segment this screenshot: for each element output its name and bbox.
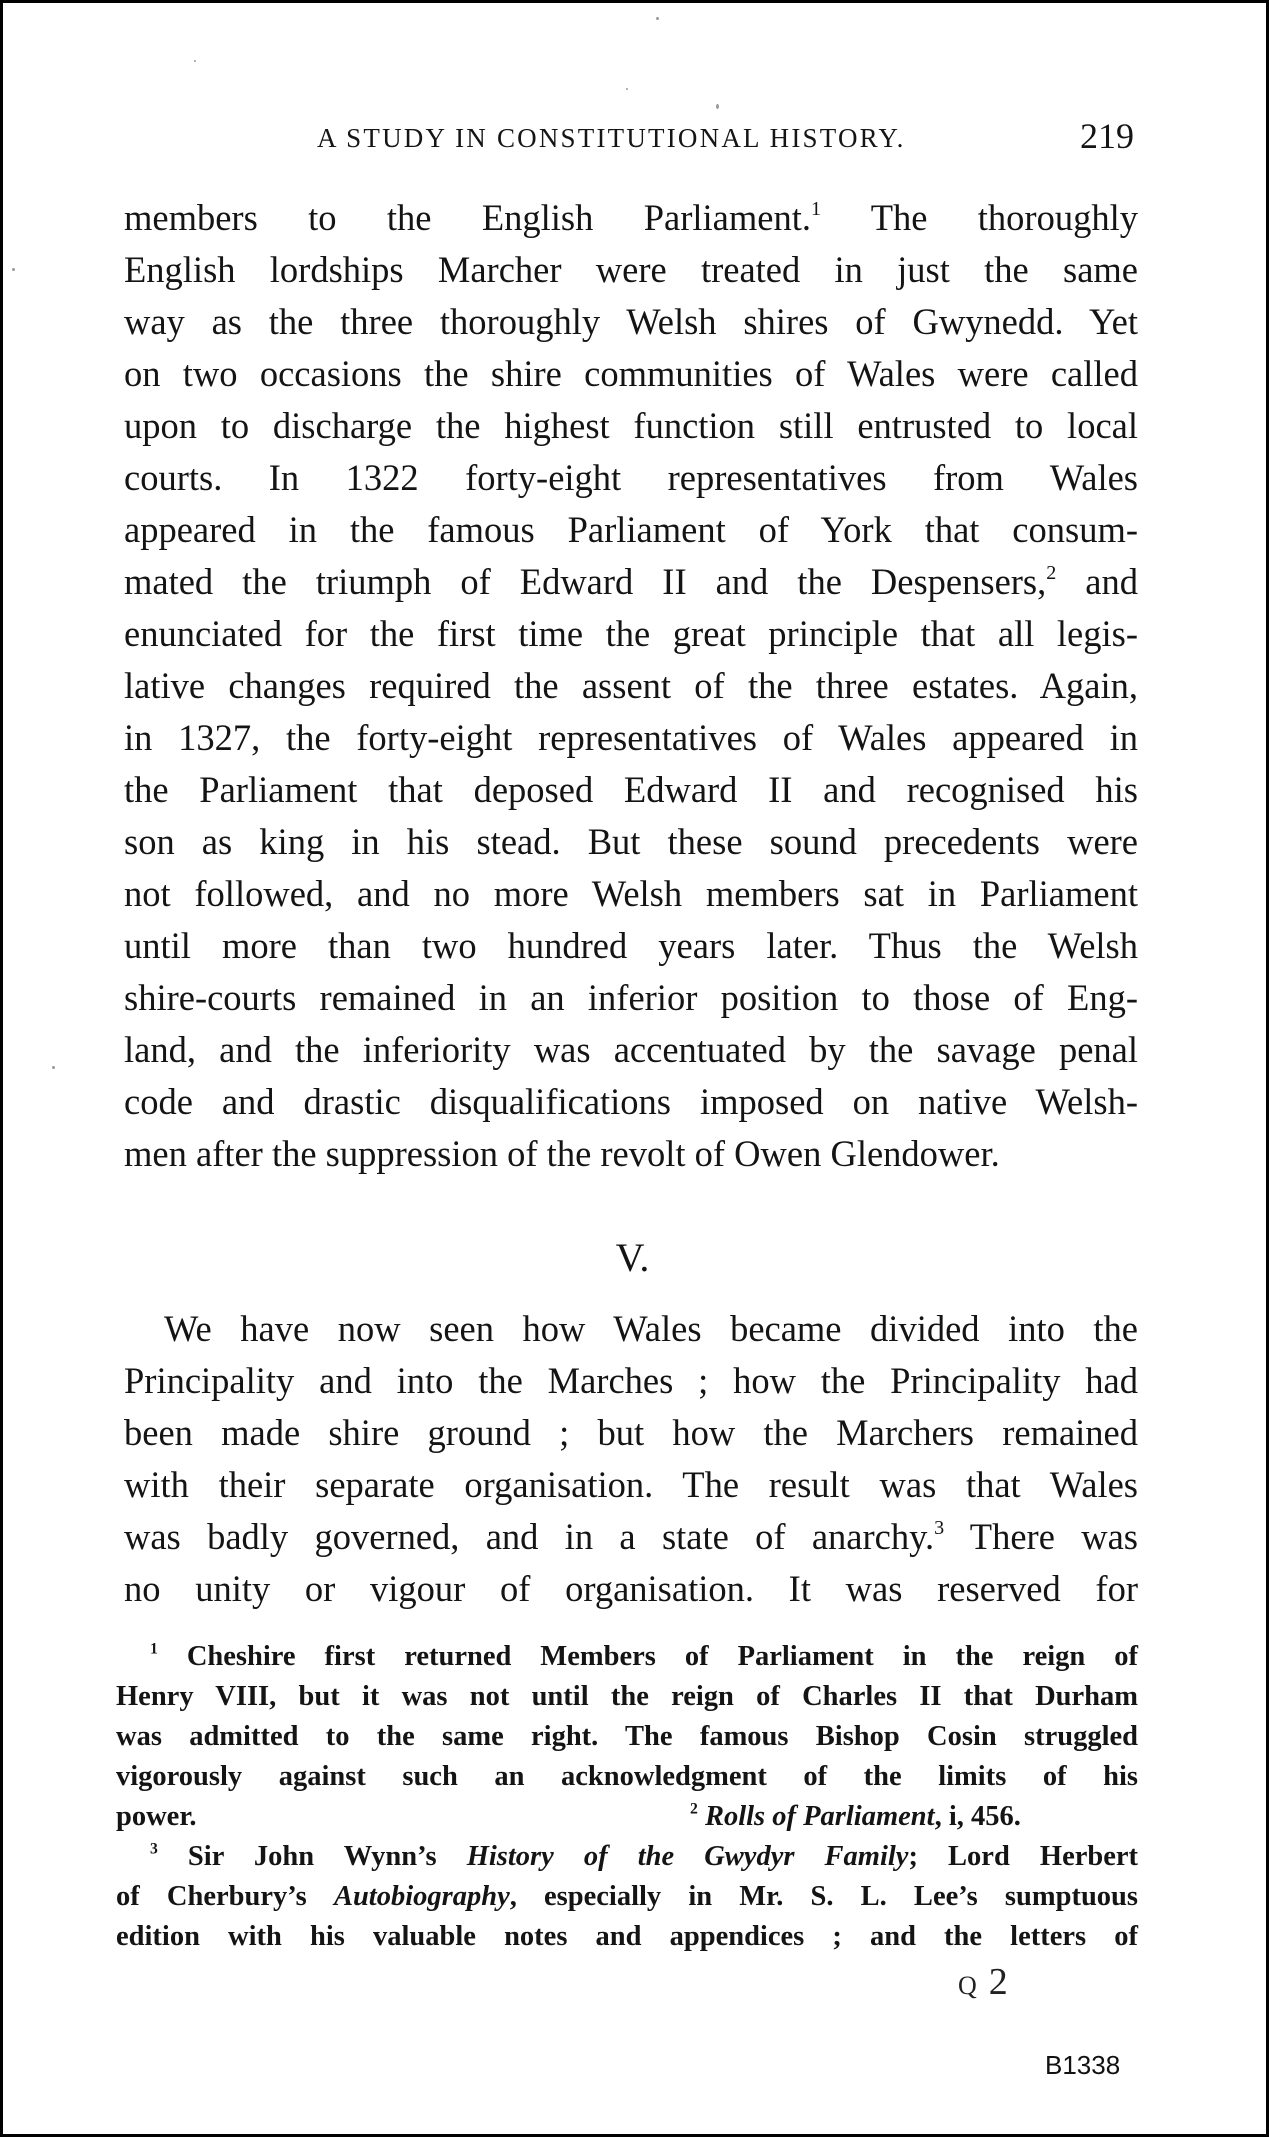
footnote-3-line: $^3$ Sir John Wynn’s History of the Gwydyr Family; Lord Herbert (150, 1840, 1139, 1872)
body-line: men after the suppression of the revolt of Owen Glendower. (124, 1133, 1000, 1174)
section-heading: V. (615, 1235, 650, 1280)
body-line: on two occasions the shire communities of Wales were called (124, 353, 1138, 394)
scan-speck (194, 60, 196, 62)
body-line: son as king in his stead. But these sound precedents were (124, 821, 1138, 862)
footnote-2: $^2$ Rolls of Parliament, i, 456. (690, 1800, 1021, 1832)
body-line: not followed, and no more Welsh members sat in Parliament (124, 873, 1138, 914)
citation-title: Rolls of Parliament (704, 1801, 935, 1832)
footnote-1-line: $^1$ Cheshire first returned Members of Parliament in the reign of (150, 1640, 1138, 1672)
page-number: 219 (1080, 116, 1134, 156)
footnote-marker: 2 (690, 1800, 698, 1818)
body-line: until more than two hundred years later. Thus the Welsh (124, 925, 1138, 966)
body-line: was badly governed, and in a state of anarchy.$^3$ There was (124, 1516, 1138, 1557)
citation-title: Autobiography (333, 1881, 510, 1912)
citation-title: History of the Gwydyr Family (466, 1841, 909, 1872)
body-line: with their separate organisation. The result was that Wales (124, 1464, 1138, 1505)
footnote-1-line: vigorously against such an acknowledgment of the limits of his (116, 1761, 1138, 1792)
footnote-3-line: edition with his valuable notes and appendices ; and the letters of (116, 1921, 1138, 1952)
body-line: English lordships Marcher were treated in just the same (124, 249, 1138, 290)
body-line: land, and the inferiority was accentuated by the savage penal (124, 1029, 1138, 1070)
footnote-reference[interactable]: 2 (1046, 561, 1057, 584)
body-line: in 1327, the forty-eight representatives of Wales appeared in (124, 717, 1138, 758)
signature-mark: Q 2 (958, 1961, 1008, 2003)
body-line: upon to discharge the highest function still entrusted to local (124, 405, 1138, 446)
footnote-3-line: of Cherbury’s Autobiography, especially in Mr. S. L. Lee’s sumptuous (116, 1881, 1138, 1912)
body-line: the Parliament that deposed Edward II and recognised his (124, 769, 1138, 810)
scan-speck (716, 104, 719, 109)
footnote-reference[interactable]: 1 (810, 197, 821, 220)
body-line: enunciated for the first time the great principle that all legis- (124, 613, 1138, 654)
footnote-reference[interactable]: 3 (934, 1516, 945, 1539)
footnote-marker: 3 (150, 1840, 158, 1858)
body-line: appeared in the famous Parliament of York that consum- (124, 509, 1138, 550)
footnote-1-2-line (116, 1797, 1138, 1837)
body-line: been made shire ground ; but how the Marchers remained (124, 1412, 1138, 1453)
footnote-1-line: power. (116, 1801, 197, 1832)
body-line: code and drastic disqualifications imposed on native Welsh- (124, 1081, 1138, 1122)
body-line: shire-courts remained in an inferior position to those of Eng- (124, 977, 1138, 1018)
footnote-marker: 1 (150, 1640, 158, 1658)
body-line: way as the three thoroughly Welsh shires of Gwynedd. Yet (124, 301, 1138, 342)
footnote-1-line: was admitted to the same right. The famous Bishop Cosin struggled (116, 1721, 1138, 1752)
scan-speck (12, 268, 15, 271)
running-head: A STUDY IN CONSTITUTIONAL HISTORY. (317, 123, 906, 153)
scan-speck (52, 1066, 55, 1069)
body-line: mated the triumph of Edward II and the Despensers,$^2$ and (124, 561, 1138, 602)
body-line: courts. In 1322 forty-eight representatives from Wales (124, 457, 1138, 498)
scan-speck (656, 17, 659, 20)
body-line: Principality and into the Marches ; how the Principality had (124, 1360, 1138, 1401)
reference-code: B1338 (1045, 2050, 1121, 2080)
body-line: members to the English Parliament.$^1$ The thoroughly (124, 197, 1138, 238)
footnote-1-line: Henry VIII, but it was not until the reign of Charles II that Durham (116, 1681, 1138, 1712)
body-line: lative changes required the assent of the three estates. Again, (124, 665, 1138, 706)
body-line: no unity or vigour of organisation. It was reserved for (124, 1568, 1138, 1609)
body-line: We have now seen how Wales became divided into the (164, 1308, 1138, 1349)
scan-speck (626, 88, 628, 90)
